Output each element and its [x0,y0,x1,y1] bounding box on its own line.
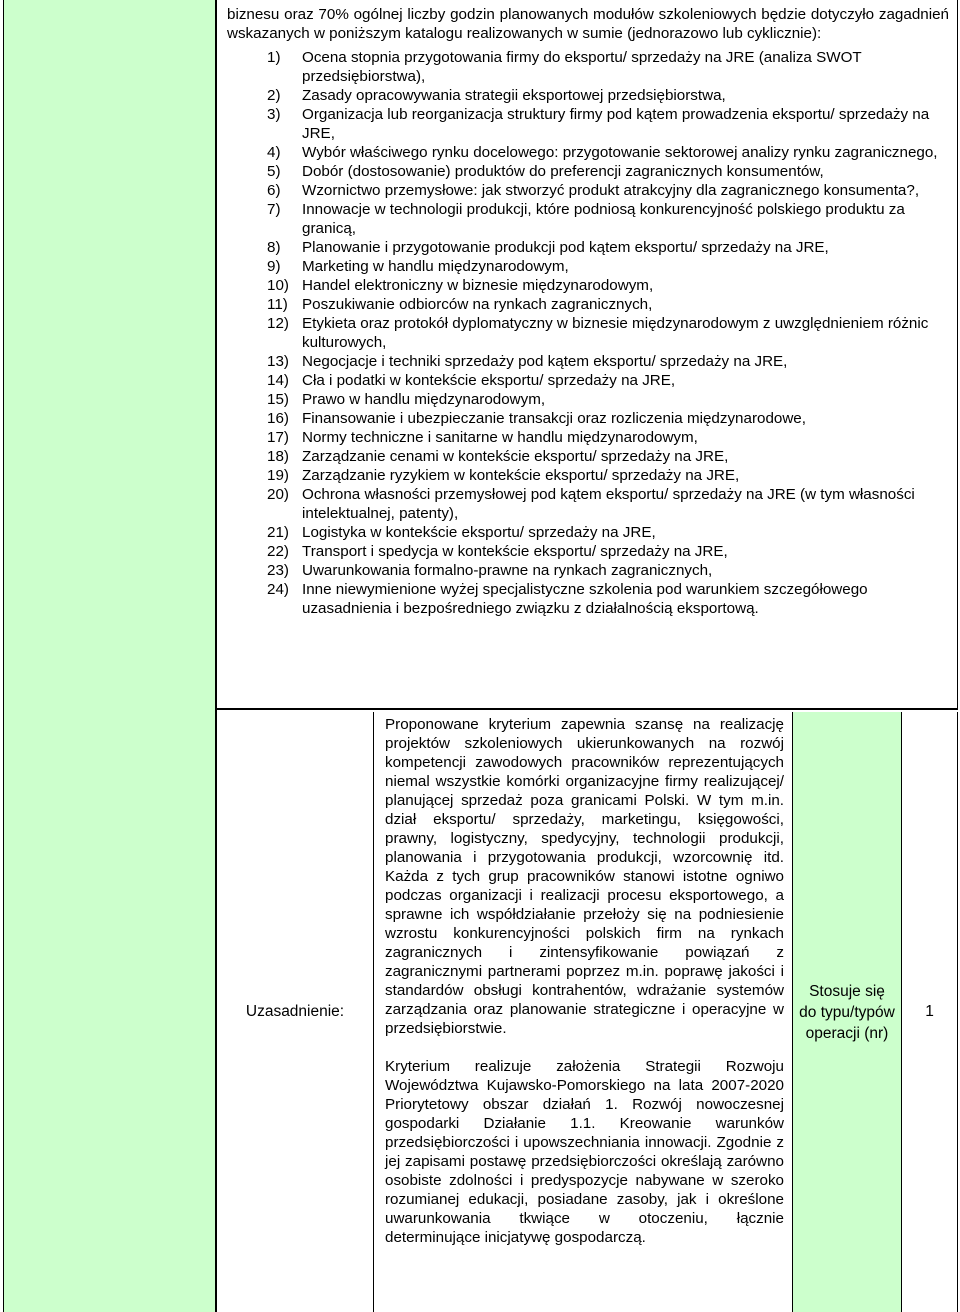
list-item-number: 12) [267,315,289,332]
list-item-text: Ochrona własności przemysłowej pod kątem eksportu/ sprzedaży na JRE (w tym własności intelektualnej, patenty), [302,486,915,522]
list-item [267,276,949,295]
justification-label: Uzasadnienie: [245,1003,345,1020]
list-item-text: Negocjacje i techniki sprzedaży pod kątem eksportu/ sprzedaży na JRE, [302,353,788,370]
list-item-number: 18) [267,448,289,465]
list-item [267,257,949,276]
list-item-number: 24) [267,581,289,598]
left-shaded-column [3,0,217,1312]
justification-label-cell [217,712,374,1312]
operation-type-number: 1 [925,1003,934,1020]
list-item-number: 11) [267,296,288,313]
list-item-number: 22) [267,543,289,560]
list-item-number: 19) [267,467,289,484]
list-item [267,447,949,466]
list-item [267,542,949,561]
list-item [267,561,949,580]
list-item-text: Zasady opracowywania strategii eksportowej przedsiębiorstwa, [302,87,726,104]
list-item [267,371,949,390]
list-item-number: 4) [267,144,281,161]
list-item-number: 3) [267,106,281,123]
list-item-text: Planowanie i przygotowanie produkcji pod kątem eksportu/ sprzedaży na JRE, [302,239,829,256]
list-item-text: Poszukiwanie odbiorców na rynkach zagranicznych, [302,296,653,313]
list-item-text: Dobór (dostosowanie) produktów do preferencji zagranicznych konsumentów, [302,163,824,180]
list-item [267,105,949,143]
list-item-text: Innowacje w technologii produkcji, które podniosą konkurencyjność polskiego produktu za granicą, [302,201,905,237]
list-item-text: Normy techniczne i sanitarne w handlu międzynarodowym, [302,429,698,446]
list-item-number: 20) [267,486,289,503]
catalog-intro-text: biznesu oraz 70% ogólnej liczby godzin planowanych modułów szkoleniowych będzie dotyczyło zagadnień wskazanych w poniższym katalogu realizowanych w sumie (jednorazowo lub cyklicznie): [227,6,949,42]
list-item-number: 14) [267,372,289,389]
list-item [267,48,949,86]
list-item-text: Ocena stopnia przygotowania firmy do eksportu/ sprzedaży na JRE (analiza SWOT przedsiębiorstwa), [302,49,862,85]
list-item-number: 6) [267,182,281,199]
list-item [267,162,949,181]
operation-type-number-cell [902,712,958,1312]
list-item-number: 10) [267,277,289,294]
list-item-text: Finansowanie i ubezpieczanie transakcji oraz rozliczenia międzynarodowe, [302,410,806,427]
criterion-description-cell [217,0,958,710]
list-item-number: 5) [267,163,281,180]
list-item-number: 7) [267,201,281,218]
applies-to-label: Stosuje się do typu/typów operacji (nr) [799,982,895,1042]
list-item-number: 9) [267,258,281,275]
list-item [267,523,949,542]
list-item [267,352,949,371]
list-item [267,86,949,105]
list-item [267,390,949,409]
list-item-number: 13) [267,353,289,370]
list-item-text: Etykieta oraz protokół dyplomatyczny w biznesie międzynarodowym z uwzględnieniem różnic kulturowych, [302,315,929,351]
list-item-text: Wybór właściwego rynku docelowego: przygotowanie sektorowej analizy rynku zagranicznego, [302,144,938,161]
list-item [267,428,949,447]
list-item-number: 23) [267,562,289,579]
list-item [267,238,949,257]
list-item-text: Handel elektroniczny w biznesie międzynarodowym, [302,277,654,294]
list-item-text: Inne niewymienione wyżej specjalistyczne szkolenia pod warunkiem szczegółowego uzasadnienia i bezpośredniego związku z działalnością eksportową. [302,581,868,617]
list-item-text: Prawo w handlu międzynarodowym, [302,391,546,408]
list-item-number: 21) [267,524,289,541]
list-item-number: 17) [267,429,289,446]
list-item [267,295,949,314]
list-item [267,466,949,485]
list-item-text: Logistyka w kontekście eksportu/ sprzedaży na JRE, [302,524,656,541]
list-item-number: 8) [267,239,281,256]
list-item-text: Uwarunkowania formalno-prawne na rynkach zagranicznych, [302,562,713,579]
list-item [267,409,949,428]
list-item [267,485,949,523]
list-item [267,143,949,162]
list-item-number: 15) [267,391,289,408]
list-item-text: Zarządzanie ryzykiem w kontekście eksportu/ sprzedaży na JRE, [302,467,740,484]
list-item-text: Cła i podatki w kontekście eksportu/ sprzedaży na JRE, [302,372,676,389]
justification-paragraph-2: Kryterium realizuje założenia Strategii Rozwoju Województwa Kujawsko-Pomorskiego na lata 2007-2020 Priorytetowy obszar działań 1. Rozwój nowoczesnej gospodarki Działanie 1.1. Kreowanie warunków przedsiębiorczości i upowszechniania innowacji. Zgodnie z jej zapisami postawę przedsiębiorczości określają zarówno osobiste zdolności i predyspozycje nabywane w szeroko rozumianej edukacji, posiadane zasoby, jak i określone uwarunkowania tkwiące w otoczeniu, łącznie determinujące inicjatywę gospodarczą. [385,1058,784,1246]
list-item [267,580,949,618]
justification-text-cell [375,712,793,1312]
training-topics-list [227,48,949,618]
justification-paragraph-1: Proponowane kryterium zapewnia szansę na realizację projektów szkoleniowych ukierunkowanych na rozwój kompetencji zawodowych pracowników reprezentujących niemal wszystkie komórki organizacyjne firmy realizującej/ planującej sprzedaż poza granicami Polski. W tym m.in. dział eksportu/ sprzedaży, marketingu, księgowości, prawny, logistyczny, spedycyjny, technologii produkcji, planowania i przygotowania produkcji, wzorcownię itd. Każda z tych grup pracowników stanowi istotne ogniwo podczas organizacji i realizacji procesu eksportowego, a sprawne ich współdziałanie przełoży się na podniesienie wzrostu konkurencyjności polskich firm na rynkach zagranicznych i zintensyfikowanie powiązań z zagranicznymi partnerami poprzez m.in. poprawę jakości i standardów obsługi kontrahentów, wdrażanie systemów zarządzania oraz planowanie strategiczne i operacyjne w przedsiębiorstwie. [385,716,784,1037]
list-item-text: Marketing w handlu międzynarodowym, [302,258,569,275]
list-item-text: Transport i spedycja w kontekście eksportu/ sprzedaży na JRE, [302,543,728,560]
list-item [267,200,949,238]
list-item [267,314,949,352]
list-item-number: 16) [267,410,289,427]
list-item-number: 2) [267,87,281,104]
list-item-text: Wzornictwo przemysłowe: jak stworzyć produkt atrakcyjny dla zagranicznego konsumenta?, [302,182,920,199]
list-item-text: Zarządzanie cenami w kontekście eksportu/ sprzedaży na JRE, [302,448,729,465]
list-item-number: 1) [267,49,281,66]
list-item [267,181,949,200]
list-item-text: Organizacja lub reorganizacja struktury firmy pod kątem prowadzenia eksportu/ sprzedaży na JRE, [302,106,930,142]
applies-to-operation-types-cell [793,712,902,1312]
